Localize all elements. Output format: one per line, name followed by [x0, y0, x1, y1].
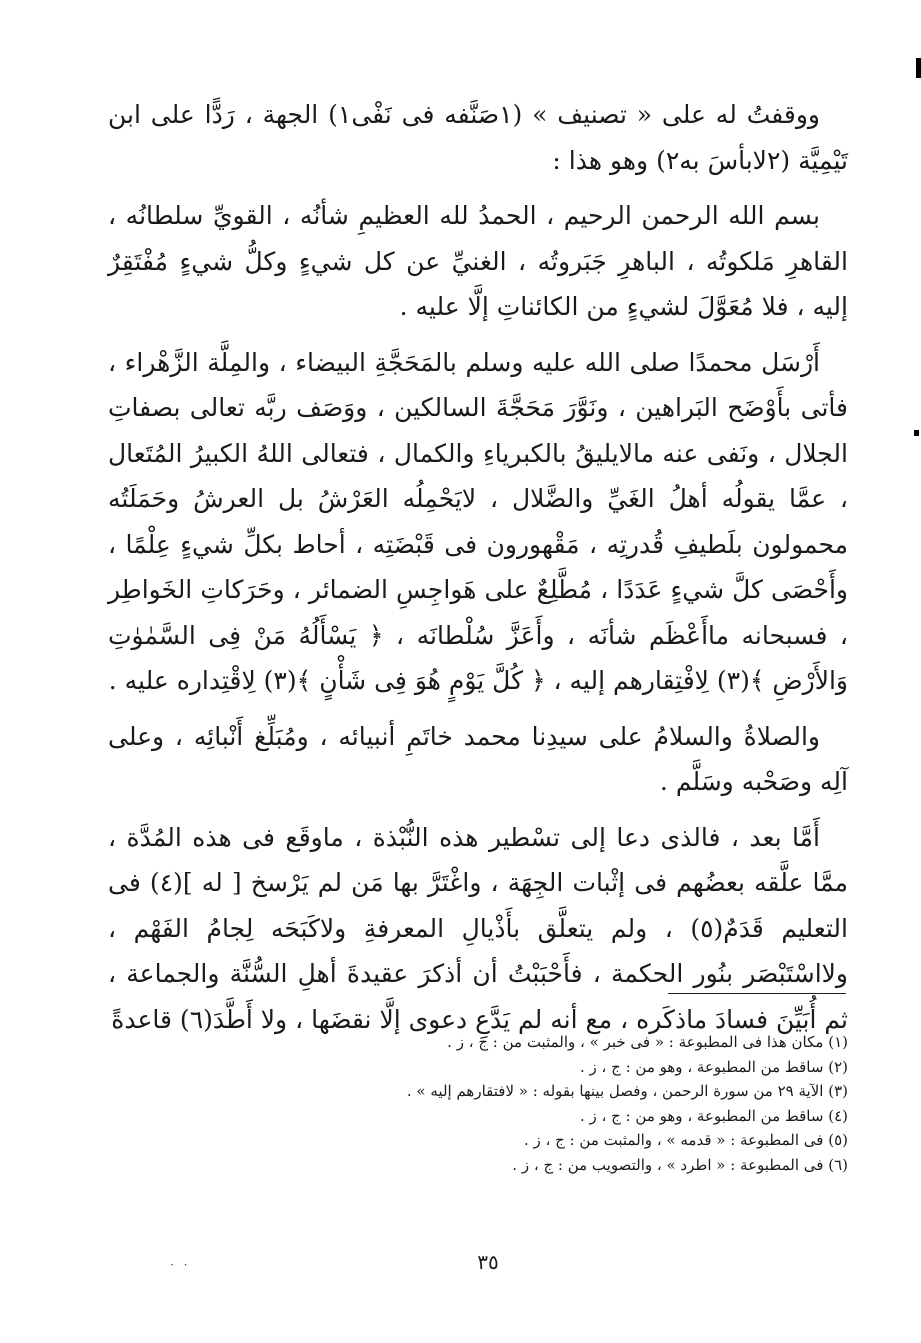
- footnote-4: (٤) ساقط من المطبوعة ، وهو من : ج ، ز .: [580, 1106, 848, 1125]
- footnote-2: (٢) ساقط من المطبوعة ، وهو من : ج ، ز .: [580, 1057, 848, 1076]
- page-number: ٣٥: [477, 1250, 499, 1274]
- main-text: [108, 92, 848, 1052]
- paragraph-basmala: بسم الله الرحمن الرحيم ، الحمدُ لله العظيمِ شأنُه ، القويِّ سلطانُه ، القاهرِ مَلكوتُه ، الباهرِ جَبَروتُه ، الغنيِّ عن كل شيءٍ وكلُّ شيءٍ مُفْتَقِرٌ إليه ، فلا مُعَوَّلَ لشيءٍ من الكائناتِ إلَّا عليه .: [108, 201, 848, 321]
- footnote-6: (٦) فى المطبوعة : « اطرد » ، والتصويب من : ج ، ز .: [512, 1155, 848, 1174]
- scan-edge-mark-top: [916, 58, 921, 78]
- footnote-divider: [668, 993, 846, 994]
- footnote-1: (١) مكان هذا فى المطبوعة : « فى خبر » ، والمثبت من : ج ، ز .: [447, 1033, 848, 1051]
- paragraph-prophet: أَرْسَل محمدًا صلى الله عليه وسلم بالمَحَجَّةِ البيضاء ، والمِلَّة الزَّهْراء ، فأتى بأَوْضَح البَراهين ، ونَوَّرَ مَحَجَّةَ السالكين ، ووَصَف ربَّه تعالى بصفاتِ الجلال ، ونَفى عنه مالايليقُ بالكبرياءِ والكمال ، فتعالى اللهُ الكبيرُ المُتَعال ، عمَّا يقولُه أهلُ الغَيِّ والضَّلال ، لايَحْمِلُه العَرْشُ بل العرشُ وحَمَلَتُه محمولون بلَطيفِ قُدرتِه ، مَقْهورون فى قَبْضَتِه ، أحاط بكلِّ شيءٍ عِلْمًا ، وأَحْصَى كلَّ شيءٍ عَدَدًا ، مُطَّلِعٌ على هَواجِسِ الضمائر ، وحَرَكاتِ الخَواطِر ، فسبحانه ماأَعْظَم شأنَه ، وأَعَزَّ سُلْطانَه ، ﴿ يَسْأَلُهُ مَنْ فِى السَّمٰوٰتِ وَالأَرْضِ ﴾(٣) لِافْتِقارهم إليه ، ﴿ كُلَّ يَوْمٍ هُوَ فِى شَأْنٍ ﴾(٣) لِاقْتِداره عليه .: [108, 347, 848, 695]
- footnotes: [300, 1030, 848, 1178]
- paragraph-intro: ووقفتُ له على « تصنيف » (١صَنَّفه فى نَفْى١) الجهة ، رَدًّا على ابن تَيْمِيَّة (٢لابأسَ به٢) وهو هذا :: [108, 100, 848, 175]
- paragraph-amma-bad: أَمَّا بعد ، فالذى دعا إلى تسْطير هذه النُّبْذة ، ماوقَع فى هذه المُدَّة ، ممَّا علَّقه بعضُهم فى إثْبات الجِهَة ، واغْتَرَّ بها مَن لم يَرْسخ [ له ](٤) فى التعليم قَدَمٌ(٥) ، ولم يتعلَّق بأَذْيالِ المعرفةِ ولاكَبَحَه لِجامُ الفَهْم ، ولااسْتَبْصَر بنُور الحكمة ، فأَحْبَبْتُ أن أذكرَ عقيدةَ أهلِ السُّنَّة والجماعة ، ثم أُبَيِّنَ فسادَ ماذكَره ، مع أنه لم يَدَّعِ دعوى إلَّا نقضَها ، ولا أَطَّدَ(٦) قاعدةً: [108, 822, 848, 1034]
- footnote-5: (٥) فى المطبوعة : « قدمه » ، والمثبت من : ج ، ز .: [523, 1131, 848, 1150]
- scan-edge-mark-middle: [914, 430, 919, 436]
- paragraph-salat: والصلاةُ والسلامُ على سيدِنا محمد خاتَمِ أنبيائه ، ومُبَلِّغ أَنْبائِه ، وعلى آلِه وصَحْبه وسَلَّم .: [108, 721, 848, 796]
- footnote-3: (٣) الآية ٢٩ من سورة الرحمن ، وفصل بينها بقوله : « لافتقارهم إليه » .: [406, 1082, 848, 1101]
- scan-speck: · ·: [170, 1258, 191, 1272]
